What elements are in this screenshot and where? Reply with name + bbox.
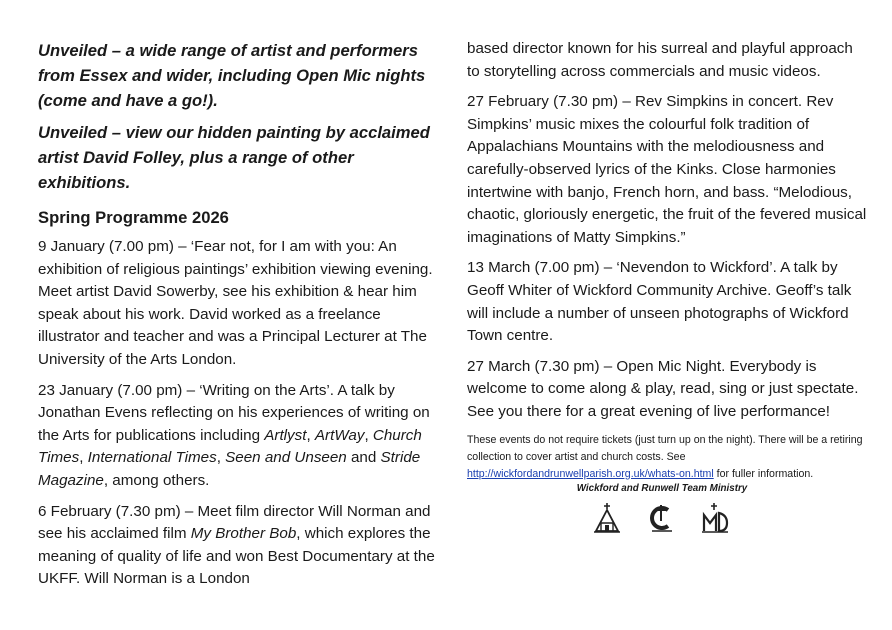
event-27-february: 27 February (7.30 pm) – Rev Simpkins in concert. Rev Simpkins’ music mixes the colourful folk tradition of Appalachians Mountains with the melodiousness and carefully-observed lyrics of the Kinks. Close harmonies intertwine with banjo, French horn, and bass. “Melodious, chaotic, gloriously energetic, the fruit of the fevered musical imaginations of Matty Simpkins.” — [467, 93, 867, 246]
right-column — [467, 38, 867, 534]
intro-hidden-painting: Unveiled – view our hidden painting by acclaimed artist David Folley, plus a range of other exhibitions. — [38, 123, 430, 192]
event-23-january: 23 January (7.00 pm) – ‘Writing on the Arts’. A talk by Jonathan Evens reflecting on his experiences of writing on the Arts for publications including Artlyst, ArtWay, Church Times, International Times, Seen and Unseen and Stride Magazine, among others. — [38, 381, 430, 489]
whats-on-link[interactable]: http://wickfordandrunwellparish.org.uk/whats-on.html — [467, 467, 714, 480]
programme-title: Spring Programme 2026 — [38, 208, 229, 227]
event-13-march: 13 March (7.00 pm) – ‘Nevendon to Wickford’. A talk by Geoff Whiter of Wickford Community Archive. Geoff’s talk will include a number of unseen photographs of Wickford Town centre. — [467, 259, 852, 345]
left-column — [38, 38, 438, 599]
ministry-logos — [591, 500, 867, 534]
event-27-march: 27 March (7.30 pm) – Open Mic Night. Everybody is welcome to come along & play, read, sing or just spectate. See you there for a great evening of live performance! — [467, 357, 859, 420]
event-9-january: 9 January (7.00 pm) – ‘Fear not, for I am with you: An exhibition of religious paintings’ exhibition viewing evening. Meet artist David Sowerby, see his exhibition & hear him speak about his work. David worked as a freelance illustrator and teacher and was a Principal Lecturer at The University of the Arts London. — [38, 238, 433, 368]
event-6-february-continued: based director known for his surreal and playful approach to storytelling across commercials and music videos. — [467, 40, 853, 80]
event-6-february: 6 February (7.30 pm) – Meet film director Will Norman and see his acclaimed film My Brother Bob, which explores the meaning of quality of life and won Best Documentary at the UKFF. Will Norman is a London — [38, 502, 435, 588]
dm-logo-icon — [699, 500, 731, 534]
church-logo-icon — [591, 500, 623, 534]
intro-open-mic: Unveiled – a wide range of artist and performers from Essex and wider, including Open Mic nights (come and have a go!). — [38, 41, 426, 110]
tickets-note: These events do not require tickets (just turn up on the night). There will be a retiring collection to cover artist and church costs. See http://wickfordandrunwellparish.org.uk/whats-on.html for fuller information. — [467, 433, 863, 480]
ministry-name: Wickford and Runwell Team Ministry — [576, 482, 748, 494]
cross-c-logo-icon — [645, 500, 677, 534]
